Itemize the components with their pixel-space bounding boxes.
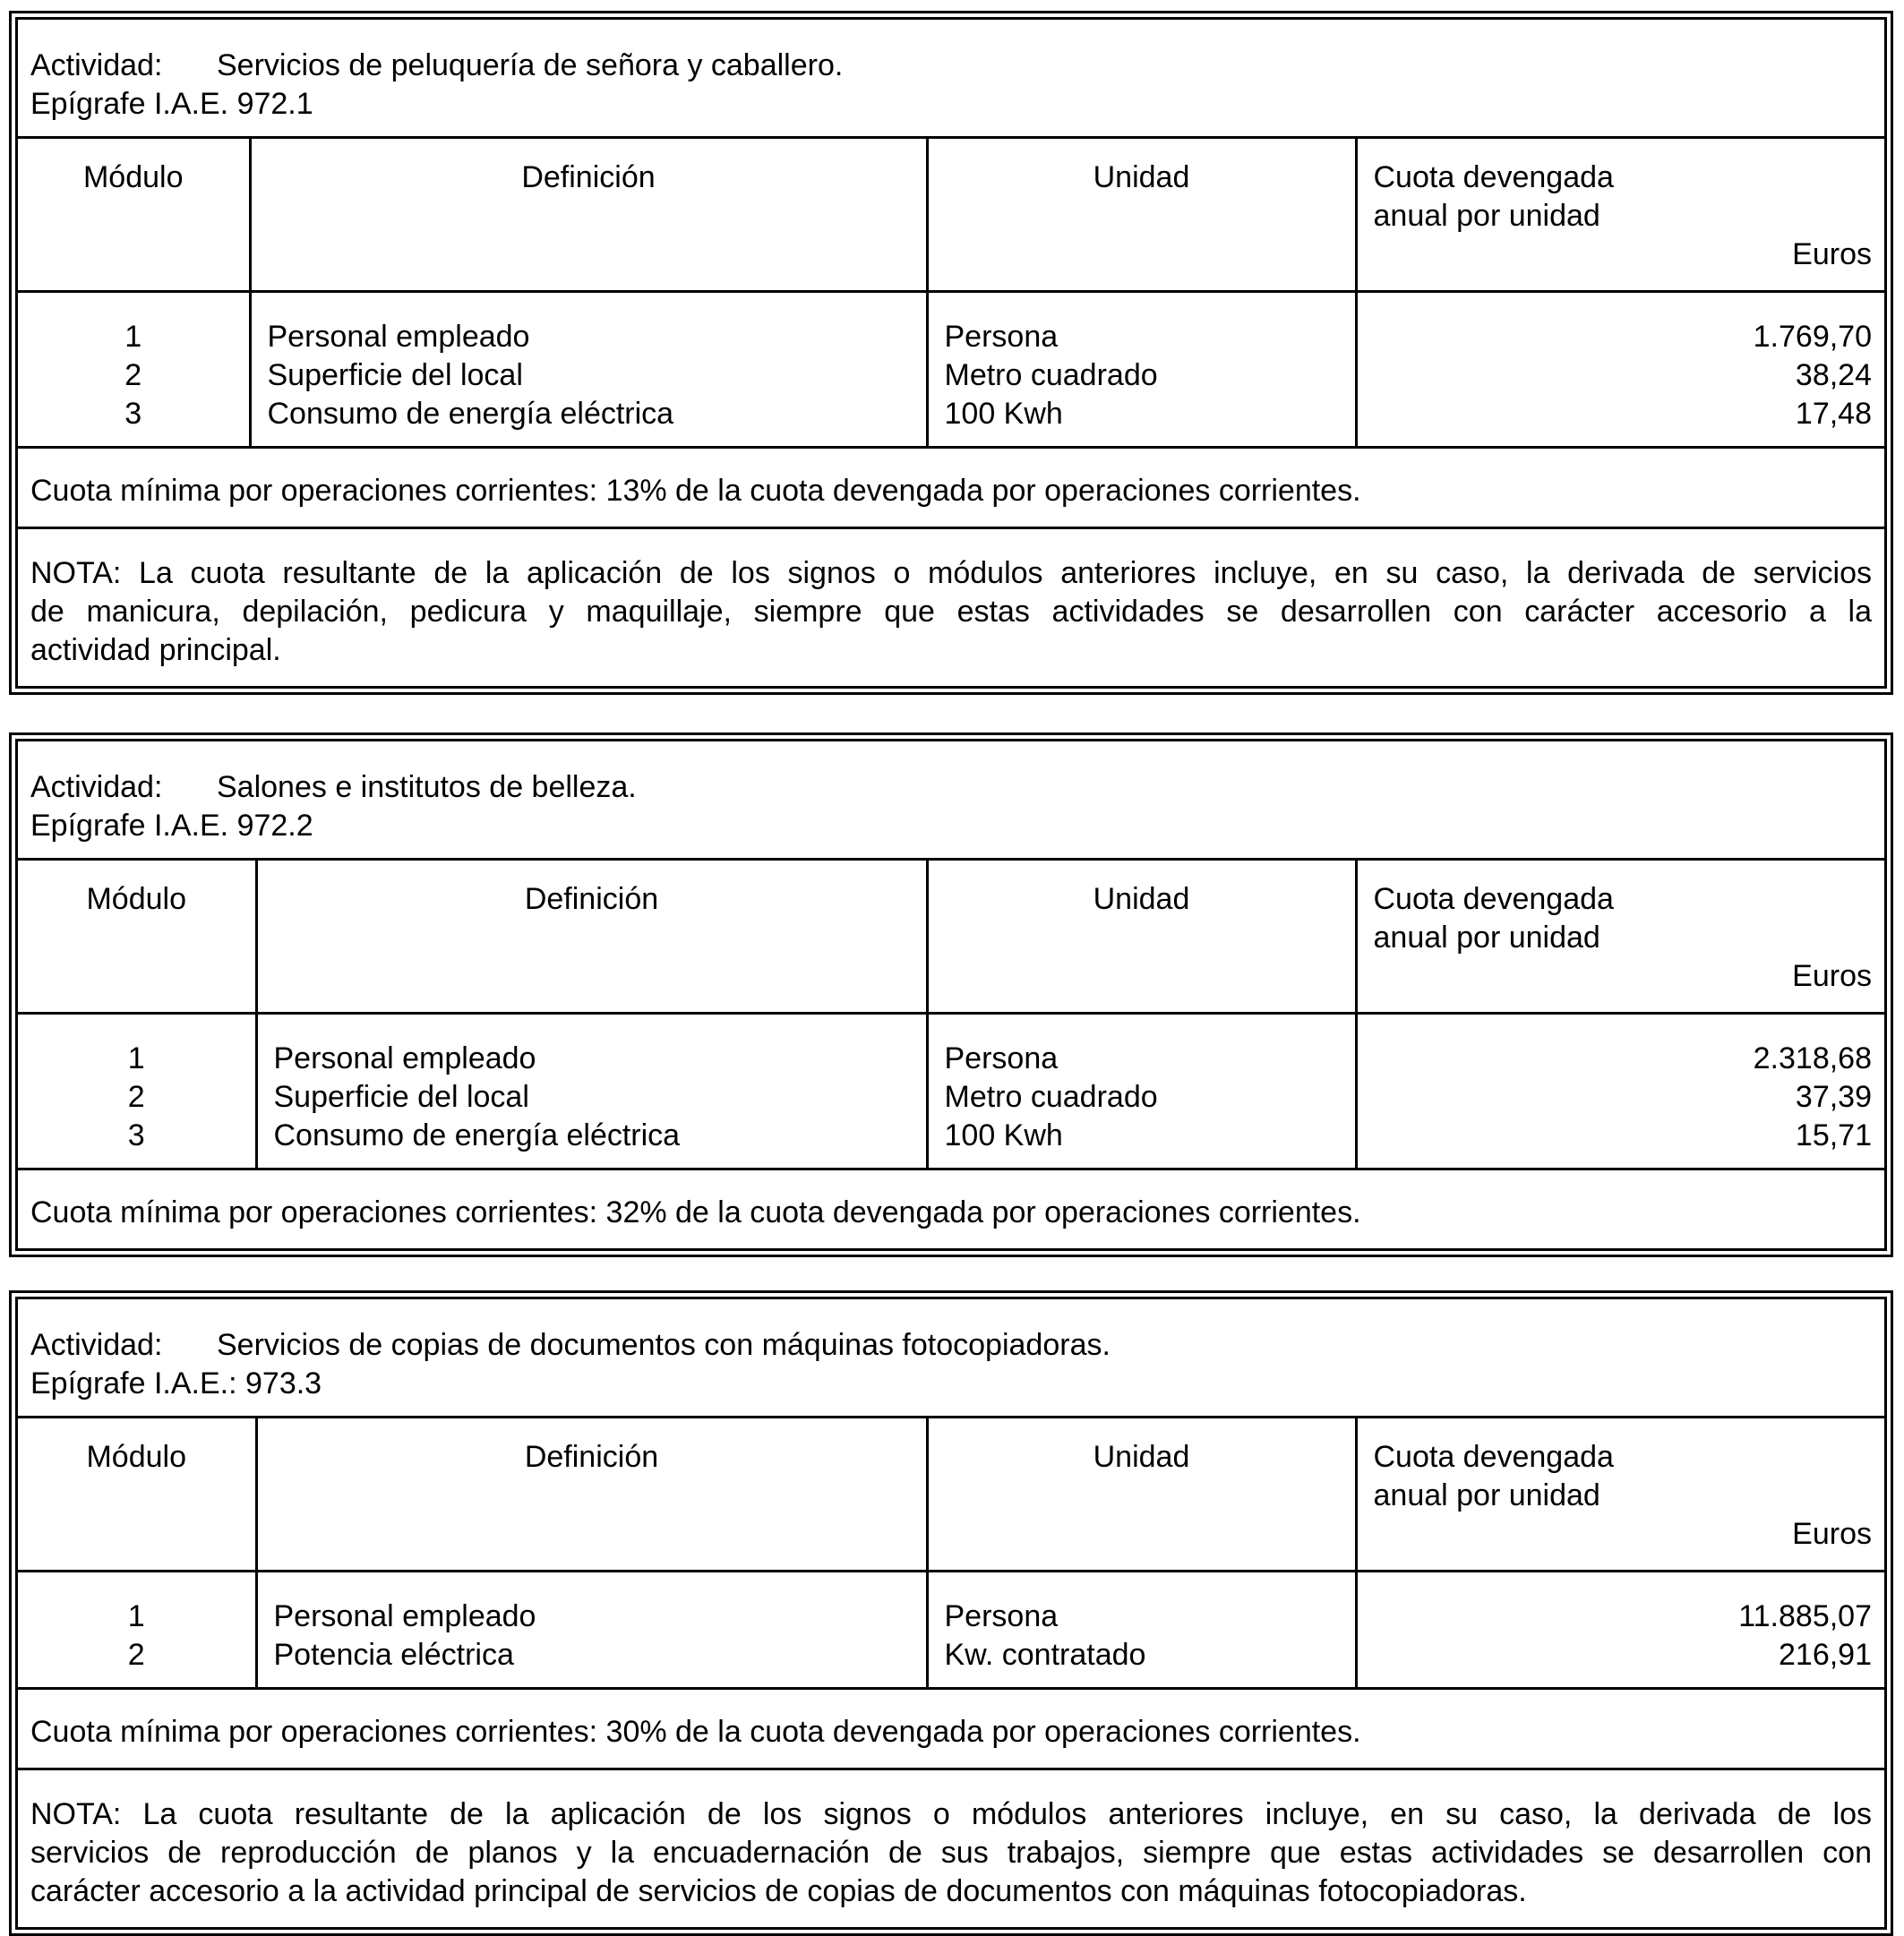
activity-label: Actividad:: [30, 48, 163, 82]
activity-label: Actividad:: [30, 770, 163, 804]
header-definicion: Definición: [256, 860, 927, 1014]
header-euros: Euros: [1792, 1517, 1872, 1551]
nota-line: de manicura, depilación, pedicura y maquillaje, siempre que estas actividades se desarrollen con carácter accesorio a la: [30, 595, 1872, 629]
definicion-cell: Consumo de energía eléctrica: [267, 397, 674, 431]
definicion-column: [256, 1014, 927, 1169]
nota-line: servicios de reproducción de planos y la encuadernación de sus trabajos, siempre que estas actividades se desarrollen con: [30, 1836, 1872, 1870]
modulo-cell: 2: [127, 1080, 145, 1114]
unidad-column: [927, 1014, 1356, 1169]
modules-table: [18, 1299, 1884, 1927]
header-unidad: Unidad: [927, 138, 1356, 292]
unidad-cell: Persona: [944, 1599, 1059, 1633]
activity-header: [18, 20, 1884, 138]
unidad-column: [927, 1572, 1356, 1689]
modules-table: [18, 741, 1884, 1248]
activity-label: Actividad:: [30, 1328, 163, 1362]
definicion-cell: Superficie del local: [273, 1080, 529, 1114]
cuota-column: [1356, 292, 1884, 448]
unidad-cell: Metro cuadrado: [944, 358, 1158, 392]
cuota-cell: 1.769,70: [1753, 320, 1872, 354]
nota-line: NOTA: La cuota resultante de la aplicación de los signos o módulos anteriores incluye, en su caso, la derivada de los: [30, 1797, 1872, 1831]
header-euros: Euros: [1792, 237, 1872, 271]
definicion-cell: Personal empleado: [267, 320, 530, 354]
nota-line: actividad principal.: [30, 633, 281, 667]
cuota-minima: Cuota mínima por operaciones corrientes: 30% de la cuota devengada por operaciones corrientes.: [18, 1689, 1884, 1769]
header-cuota: [1356, 860, 1884, 1014]
cuota-cell: 15,71: [1795, 1118, 1872, 1152]
header-definicion: Definición: [256, 1418, 927, 1572]
activity-block-peluqueria: [9, 11, 1893, 695]
activity-block-fotocopias: [9, 1290, 1893, 1936]
definicion-cell: Consumo de energía eléctrica: [273, 1118, 681, 1152]
definicion-cell: Superficie del local: [267, 358, 523, 392]
modules-table: [18, 20, 1884, 686]
header-cuota: [1356, 138, 1884, 292]
header-modulo: Módulo: [18, 1418, 256, 1572]
cuota-cell: 216,91: [1779, 1638, 1872, 1672]
unidad-cell: Persona: [944, 320, 1059, 354]
modulo-cell: 1: [127, 1041, 145, 1075]
header-cuota-line1: Cuota devengada: [1373, 160, 1614, 194]
header-cuota-line2: anual por unidad: [1373, 1478, 1600, 1512]
definicion-column: [256, 1572, 927, 1689]
activity-name: Salones e institutos de belleza.: [217, 770, 637, 804]
cuota-column: [1356, 1572, 1884, 1689]
unidad-cell: Kw. contratado: [944, 1638, 1146, 1672]
activity-name: Servicios de copias de documentos con máquinas fotocopiadoras.: [217, 1328, 1111, 1362]
header-unidad: Unidad: [927, 860, 1356, 1014]
header-cuota: [1356, 1418, 1884, 1572]
cuota-minima: Cuota mínima por operaciones corrientes: 32% de la cuota devengada por operaciones corrientes.: [18, 1169, 1884, 1249]
cuota-cell: 37,39: [1795, 1080, 1872, 1114]
header-definicion: Definición: [250, 138, 927, 292]
nota: [18, 1769, 1884, 1928]
definicion-column: [250, 292, 927, 448]
cuota-cell: 2.318,68: [1753, 1041, 1872, 1075]
modulo-cell: 2: [124, 358, 142, 392]
header-cuota-line2: anual por unidad: [1373, 199, 1600, 233]
cuota-cell: 38,24: [1795, 358, 1872, 392]
header-cuota-line1: Cuota devengada: [1373, 1440, 1614, 1474]
cuota-column: [1356, 1014, 1884, 1169]
modulo-column: [18, 292, 250, 448]
epigraph: Epígrafe I.A.E.: 973.3: [30, 1366, 322, 1401]
cuota-cell: 17,48: [1795, 397, 1872, 431]
unidad-cell: Metro cuadrado: [944, 1080, 1158, 1114]
modulo-cell: 2: [127, 1638, 145, 1672]
cuota-minima: Cuota mínima por operaciones corrientes: 13% de la cuota devengada por operaciones corrientes.: [18, 448, 1884, 528]
unidad-cell: 100 Kwh: [944, 397, 1063, 431]
modulo-cell: 3: [127, 1118, 145, 1152]
definicion-cell: Personal empleado: [273, 1041, 536, 1075]
unidad-cell: Persona: [944, 1041, 1059, 1075]
modulo-cell: 1: [127, 1599, 145, 1633]
nota-line: NOTA: La cuota resultante de la aplicación de los signos o módulos anteriores incluye, en su caso, la derivada de servicios: [30, 556, 1872, 590]
unidad-column: [927, 292, 1356, 448]
header-cuota-line1: Cuota devengada: [1373, 882, 1614, 916]
definicion-cell: Personal empleado: [273, 1599, 536, 1633]
activity-block-belleza: [9, 732, 1893, 1257]
definicion-cell: Potencia eléctrica: [273, 1638, 514, 1672]
activity-name: Servicios de peluquería de señora y caballero.: [217, 48, 844, 82]
unidad-cell: 100 Kwh: [944, 1118, 1063, 1152]
nota-line: carácter accesorio a la actividad principal de servicios de copias de documentos con máquinas fotocopiadoras.: [30, 1874, 1527, 1908]
modulo-cell: 1: [124, 320, 142, 354]
header-cuota-line2: anual por unidad: [1373, 921, 1600, 955]
modulo-column: [18, 1014, 256, 1169]
nota: [18, 528, 1884, 687]
activity-header: [18, 1299, 1884, 1418]
header-euros: Euros: [1792, 959, 1872, 993]
epigraph: Epígrafe I.A.E. 972.2: [30, 809, 313, 843]
epigraph: Epígrafe I.A.E. 972.1: [30, 87, 313, 121]
cuota-cell: 11.885,07: [1738, 1599, 1872, 1633]
header-modulo: Módulo: [18, 860, 256, 1014]
modulo-column: [18, 1572, 256, 1689]
header-unidad: Unidad: [927, 1418, 1356, 1572]
modulo-cell: 3: [124, 397, 142, 431]
activity-header: [18, 741, 1884, 860]
header-modulo: Módulo: [18, 138, 250, 292]
